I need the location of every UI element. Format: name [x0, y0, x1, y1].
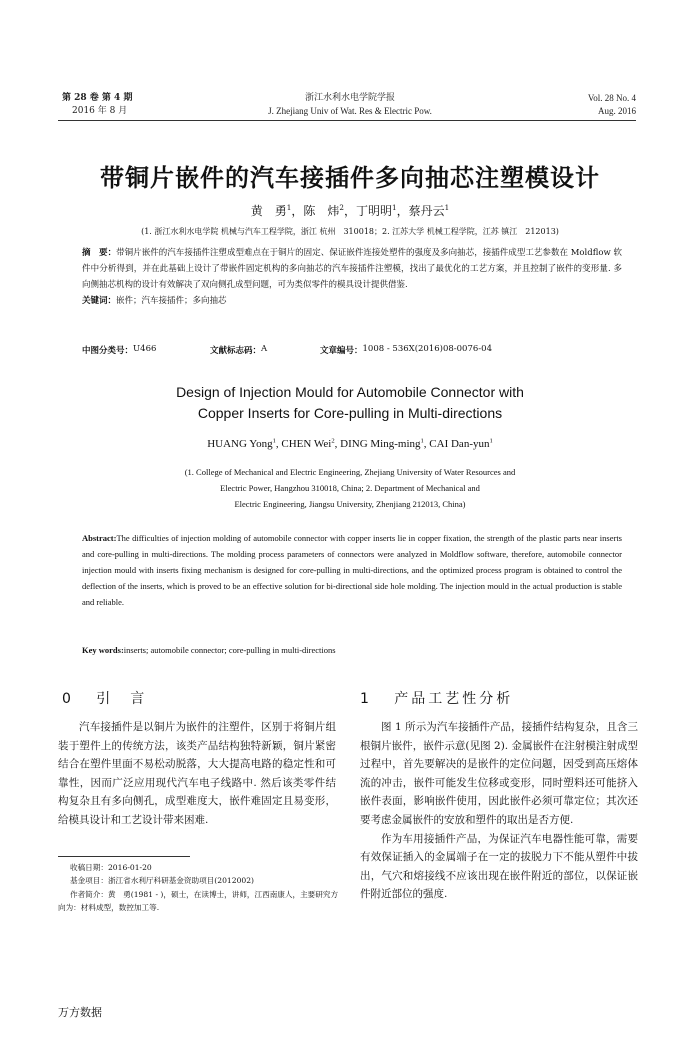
author-zh: 黄 勇$^1$: [250, 203, 292, 218]
section-number: 1: [360, 691, 372, 707]
section-heading-introduction: [62, 688, 147, 708]
abstract-en-label: Abstract:: [82, 533, 117, 543]
header-rule: [58, 120, 636, 121]
column-right: [360, 718, 638, 904]
header-month-year: Aug. 2016: [598, 106, 636, 116]
keywords-zh-text: 嵌件；汽车接插件；多向抽芯: [116, 296, 227, 306]
article-number: 文章编号： 1008 - 536X(2016)08-0076-04: [320, 344, 492, 356]
author-en: HUANG Yong$^1$: [207, 437, 276, 450]
header-vol-no: Vol. 28 No. 4: [587, 93, 636, 103]
authors-zh: 黄 勇$^1$，陈 炜$^2$，丁明明$^1$，蔡丹云$^1$: [250, 203, 450, 218]
author-zh: 蔡丹云$^1$: [408, 203, 450, 218]
footnote: [58, 861, 340, 915]
abstract-zh-text: 带铜片嵌件的汽车接插件注塑成型难点在于铜片的固定、保证嵌件连接处塑件的强度及多向抽芯，接插件成型工艺参数在 Moldflow 软件中分析得到，并在此基础上设计了带嵌件固定机构的多向抽芯的汽车接插件注塑模，找出了最优化的工艺方案，并且控制了嵌件的变形量. 多向侧抽芯机构的设计有效解决了双向侧孔成型问题，可为类似零件的模具设计提供借鉴.: [82, 248, 622, 290]
author-zh: 丁明明$^1$: [356, 203, 397, 218]
body-paragraph: 图 1 所示为汽车接插件产品，接插件结构复杂，且含三根铜片嵌件，嵌件示意(见图 2). 金属嵌件在注射模注射成型过程中，首先要解决的是嵌件的定位问题，因受到高压熔体流的冲击，嵌件可能发生位移或变形，同时塑料还可能挤入嵌件表面，影响嵌件使用，因此嵌件必须可靠定位；其次还要考虑金属嵌件的安放和塑件的取出是否方便.: [360, 721, 638, 826]
header-date: 2016 年 8 月: [72, 106, 128, 116]
author-en: CHEN Wei$^2$: [281, 437, 335, 450]
keywords-zh-label: 关键词：: [82, 296, 117, 306]
header-journal-zh: 浙江水利水电学院学报: [304, 93, 395, 103]
abstract-zh-label: 摘 要：: [82, 248, 117, 258]
affiliation-en-line: (1. College of Mechanical and Electric Engineering, Zhejiang University of Water Resources and: [184, 467, 516, 477]
paper-title-en-line2: Copper Inserts for Core-pulling in Multi-directions: [197, 405, 503, 421]
author-zh: 陈 炜$^2$: [303, 203, 344, 218]
section-number: 0: [62, 691, 74, 707]
author-en: CAI Dan-yun$^1$: [429, 437, 493, 450]
paper-title-en-line1: Design of Injection Mould for Automobile Connector with: [176, 384, 524, 400]
footnote-rule: [58, 856, 190, 857]
footnote-author-bio: 作者简介：黄 勇(1981 - )，硕士，在读博士，讲师，江西南康人，主要研究方向为：材料成型，数控加工等.: [58, 889, 339, 913]
section-heading-process-analysis: [360, 688, 513, 708]
footnote-fund: 基金项目：浙江省水利厅科研基金资助项目(2012002): [70, 876, 255, 886]
watermark-text: 万方数据: [58, 1006, 102, 1019]
body-paragraph: 汽车接插件是以铜片为嵌件的注塑件，区别于将铜片组装于塑件上的传统方法，该类产品结构独特新颖，铜片紧密结合在塑件里面不易松动脱落，大大提高电路的稳定性和可靠性，因而广泛应用现代汽车电子线路中. 然后该类零件结构复杂且有多向侧孔，成型难度大，嵌件难固定且易变形，给模具设计和工艺设计带来困难.: [58, 721, 336, 826]
keywords-en: [82, 645, 622, 655]
authors-en: HUANG Yong$^1$, CHEN Wei$^2$, DING Ming-ming$^1$, CAI Dan-yun$^1$: [207, 437, 493, 450]
keywords-en-label: Key words:: [82, 645, 124, 655]
column-left: [58, 718, 336, 830]
clc-number: 中图分类号： U466: [82, 344, 157, 356]
paper-title-zh: 带铜片嵌件的汽车接插件多向抽芯注塑模设计: [100, 164, 600, 192]
author-en: DING Ming-ming$^1$: [340, 437, 424, 450]
paper-title-en: [0, 382, 700, 424]
header-volume-issue: [62, 92, 132, 118]
header-journal: [200, 92, 500, 118]
abstract-zh: [82, 245, 622, 309]
affiliation-zh: (1. 浙江水利水电学院 机械与汽车工程学院，浙江 杭州 310018；2. 江苏大学 机械工程学院，江苏 镇江 212013): [141, 227, 559, 236]
abstract-en-text: The difficulties of injection molding of automobile connector with copper inserts lie in copper fixation, the strength of the plastic parts near inserts and core-pulling in multi-directions. The molding process parameters of connectors were analyzed in Moldflow software, therefore, automobile connector injection mould with inserts fixing mechanism is designed for core-pulling in multi-directions, and the optimized process program is obtained to control the deflection of the inserts, which is proved to be an effective solution for bi-directional side hole molding. The injection mould in the actual production is stable and reliable.: [82, 533, 622, 607]
section-title: 产品工艺性分析: [394, 691, 514, 707]
affiliation-en-line: Electric Engineering, Jiangsu University, Zhenjiang 212013, China): [234, 499, 466, 509]
keywords-en-text: inserts; automobile connector; core-pulling in multi-directions: [123, 645, 336, 655]
header-vol-en: [588, 92, 636, 118]
document-code: 文献标志码： A: [210, 344, 268, 356]
footnote-received: 收稿日期：2016-01-20: [70, 863, 152, 872]
affiliation-en: [0, 464, 700, 512]
section-title: 引 言: [96, 691, 148, 707]
header-volume: 第 28 卷 第 4 期: [62, 93, 133, 103]
abstract-en: [82, 530, 622, 610]
affiliation-en-line: Electric Power, Hangzhou 310018, China; 2. Department of Mechanical and: [220, 483, 480, 493]
header-journal-en: J. Zhejiang Univ of Wat. Res & Electric Pow.: [268, 106, 432, 116]
body-paragraph: 作为车用接插件产品，为保证汽车电器性能可靠，需要有效保证插入的金属端子在一定的拔脱力下不能从塑件中拔出，气穴和熔接线不应该出现在嵌件附近的部位，以保证嵌件附近部位的强度.: [360, 832, 638, 901]
